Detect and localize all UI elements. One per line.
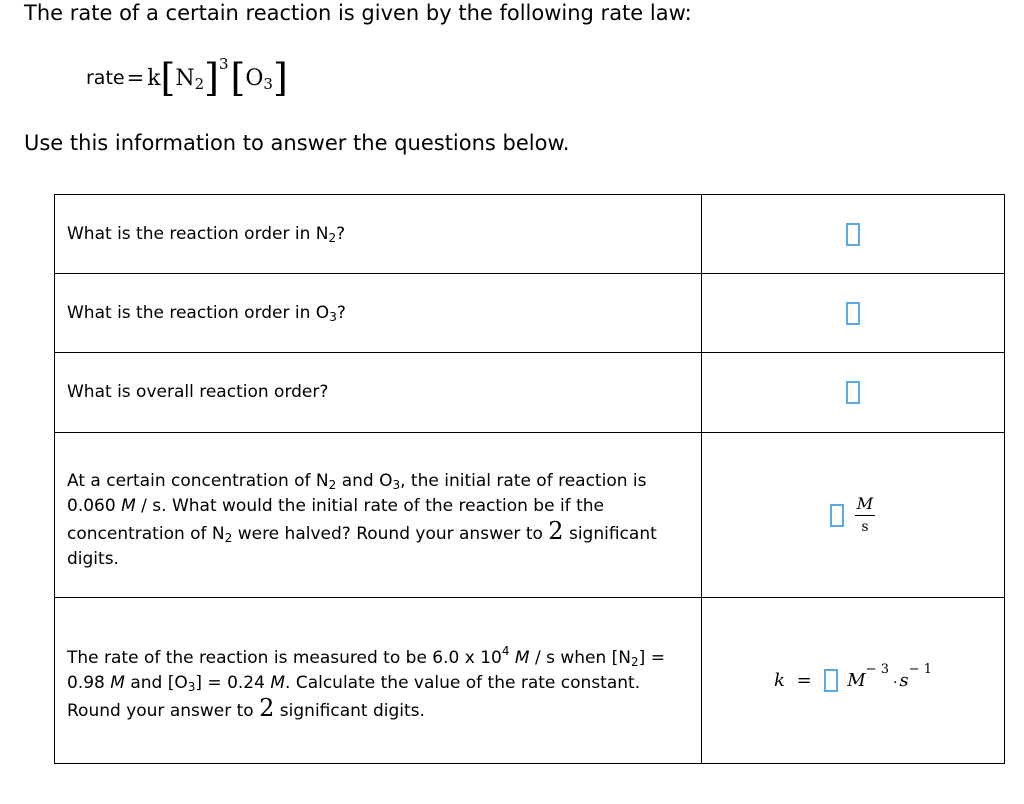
unit-m: M: [847, 669, 866, 691]
unit-m-exponent: − 3: [865, 661, 889, 677]
question-text: What is overall reaction order?: [67, 382, 329, 402]
unit-s: s: [899, 669, 909, 691]
answer-cell: [702, 598, 1005, 764]
n2-exponent: 3: [219, 55, 229, 73]
rate-constant-symbol: k: [147, 65, 161, 91]
page-title: The rate of a certain reaction is given by the following rate law:: [24, 1, 692, 25]
left-bracket: [: [230, 56, 246, 100]
question-cell: [55, 433, 702, 598]
question-cell: [55, 274, 702, 353]
equals-sign: =: [796, 669, 812, 691]
table-row: [55, 433, 1005, 598]
new-rate-input[interactable]: [830, 504, 844, 527]
rate-constant-input[interactable]: [824, 669, 838, 692]
question-cell: [55, 195, 702, 274]
species-n2: $N_2$: [175, 65, 205, 93]
order-n2-input[interactable]: [846, 223, 860, 246]
question-text: At a certain concentration of $N_2$ and $O_3$, the initial rate of reaction is 0.060 M / s. What would the initial rate of the reaction be if the concentration of $N_2$ were halved? Round your answer to 2 significant digits.: [67, 470, 657, 569]
answer-cell: [702, 274, 1005, 353]
table-row: [55, 598, 1005, 764]
k-label: k: [774, 669, 785, 691]
question-text: What is the reaction order in $N_2$?: [67, 223, 346, 245]
table-row: [55, 274, 1005, 353]
species-o3: $O_3$: [245, 65, 273, 93]
left-bracket: [: [160, 56, 176, 100]
table-row: [55, 195, 1005, 274]
question-cell: [55, 353, 702, 433]
question-text: The rate of the reaction is measured to be 6.0 x $10^4$ M / s when $[N_2] = 0.98$ M and $[O_3] = 0.24$ M. Calculate the value of the rate constant. Round your answer to 2 significant digits.: [67, 643, 665, 722]
right-bracket: ]: [272, 56, 288, 100]
rate-law-equation: [86, 48, 288, 108]
answer-cell: [702, 353, 1005, 433]
answer-cell: [702, 195, 1005, 274]
rate-unit-fraction: $\frac{M}{s}$: [856, 493, 874, 535]
question-cell: [55, 598, 702, 764]
multiply-dot: ·: [892, 674, 898, 691]
answer-cell: [702, 433, 1005, 598]
rate-label: rate: [86, 67, 125, 89]
question-text: What is the reaction order in $O_3$?: [67, 302, 346, 324]
instructions: Use this information to answer the questions below.: [24, 131, 570, 155]
rate-constant-expression: [774, 661, 932, 691]
equals-sign: =: [126, 66, 145, 90]
right-bracket: ]: [204, 56, 219, 100]
questions-table: [54, 194, 1005, 764]
overall-order-input[interactable]: [846, 381, 860, 404]
order-o3-input[interactable]: [846, 302, 860, 325]
unit-s-exponent: − 1: [908, 661, 932, 677]
table-row: [55, 353, 1005, 433]
